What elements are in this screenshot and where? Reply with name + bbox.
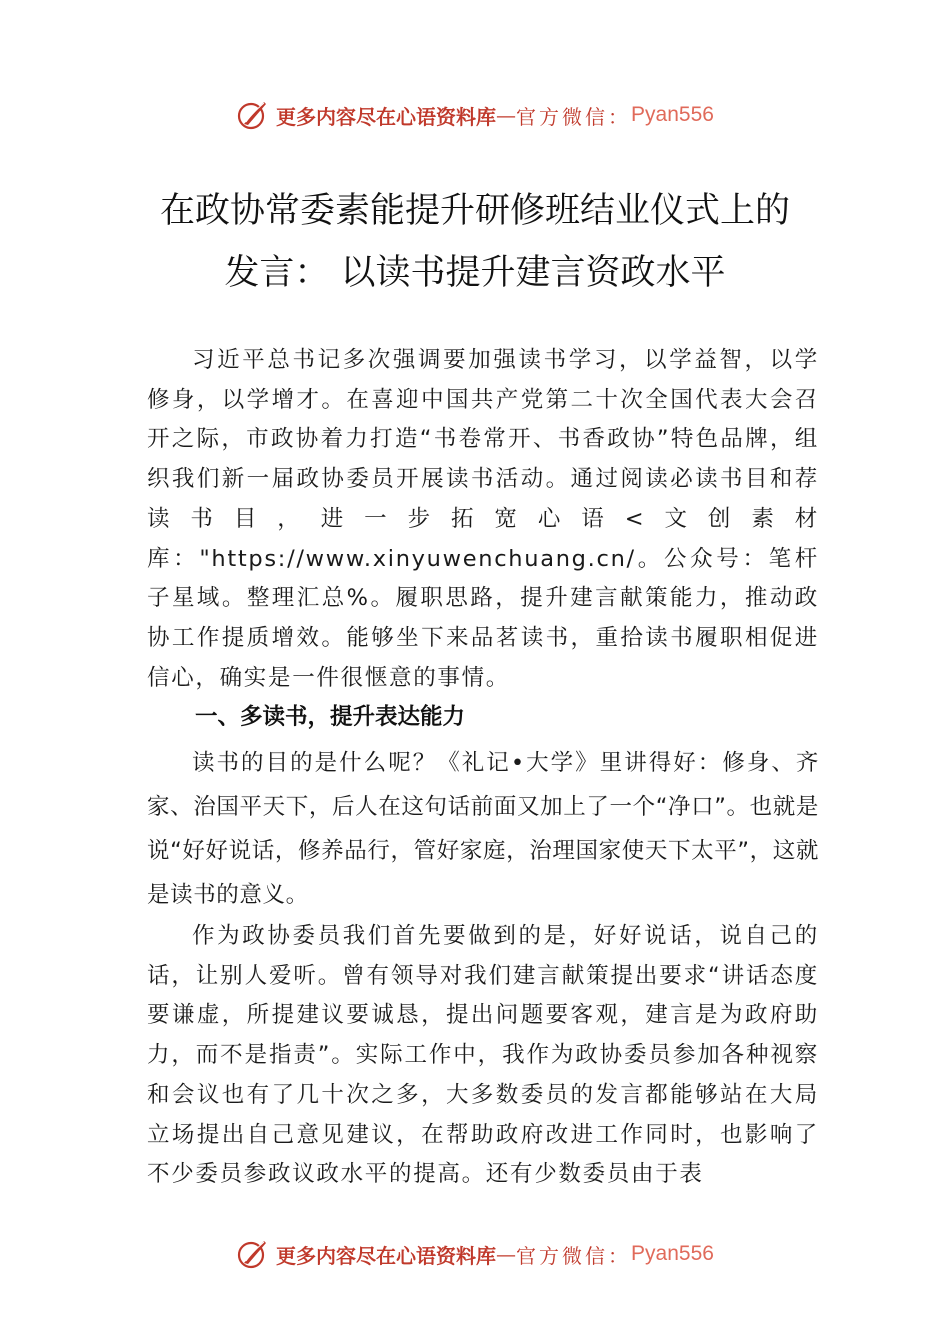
watermark-wechat-id: Pyan556 (631, 103, 714, 126)
watermark-wechat-id: Pyan556 (631, 1242, 714, 1265)
section-heading-1: 一、多读书，提升表达能力 (195, 704, 466, 730)
document-title (120, 180, 830, 304)
footer-watermark (0, 1232, 950, 1276)
watermark-label: 官方微信： (516, 1243, 632, 1268)
paragraph-purpose: 读书的目的是什么呢？《礼记•大学》里讲得好：修身、齐家、治国平天下，后人在这句话前面又加上了一个“净口”。也就是说“好好说话，修养品行，管好家庭，治理国家使天下太平”，这就是读书的意义。 (147, 750, 819, 908)
quill-logo-icon (236, 1237, 270, 1271)
header-watermark (0, 93, 950, 137)
title-line-1: 在政协常委素能提升研修班结业仪式上的 (159, 191, 790, 231)
watermark-separator: — (496, 1242, 517, 1266)
watermark-separator: — (496, 103, 517, 127)
watermark-label: 官方微信： (516, 104, 632, 129)
title-line-2: 发言： 以读书提升建言资政水平 (224, 253, 726, 293)
quill-logo-icon (236, 98, 270, 132)
watermark-brand: 更多内容尽在心语资料库 (276, 1243, 497, 1268)
paragraph-intro: 习近平总书记多次强调要加强读书学习，以学益智，以学修身，以学增才。在喜迎中国共产党第二十次全国代表大会召开之际，市政协着力打造“书卷常开、书香政协”特色品牌，组织我们新一届政协委员开展读书活动。通过阅读必读书目和荐读书目，进一步拓宽心语<文创素材库："https://www.xinyuwenchuang.cn/。公众号：笔杆子星域。整理汇总%。履职思路，提升建言献策能力，推动政协工作提质增效。能够坐下来品茗读书，重拾读书履职相促进信心，确实是一件很惬意的事情。 (147, 347, 819, 691)
paragraph-speaking: 作为政协委员我们首先要做到的是，好好说话，说自己的话，让别人爱听。曾有领导对我们建言献策提出要求“讲话态度要谦虚，所提建议要诚恳，提出问题要客观，建言是为政府助力，而不是指责”。实际工作中，我作为政协委员参加各种视察和会议也有了几十次之多，大多数委员的发言都能够站在大局立场提出自己意见建议，在帮助政府改进工作同时，也影响了不少委员参政议政水平的提高。还有少数委员由于表 (147, 923, 819, 1188)
watermark-brand: 更多内容尽在心语资料库 (276, 104, 497, 129)
